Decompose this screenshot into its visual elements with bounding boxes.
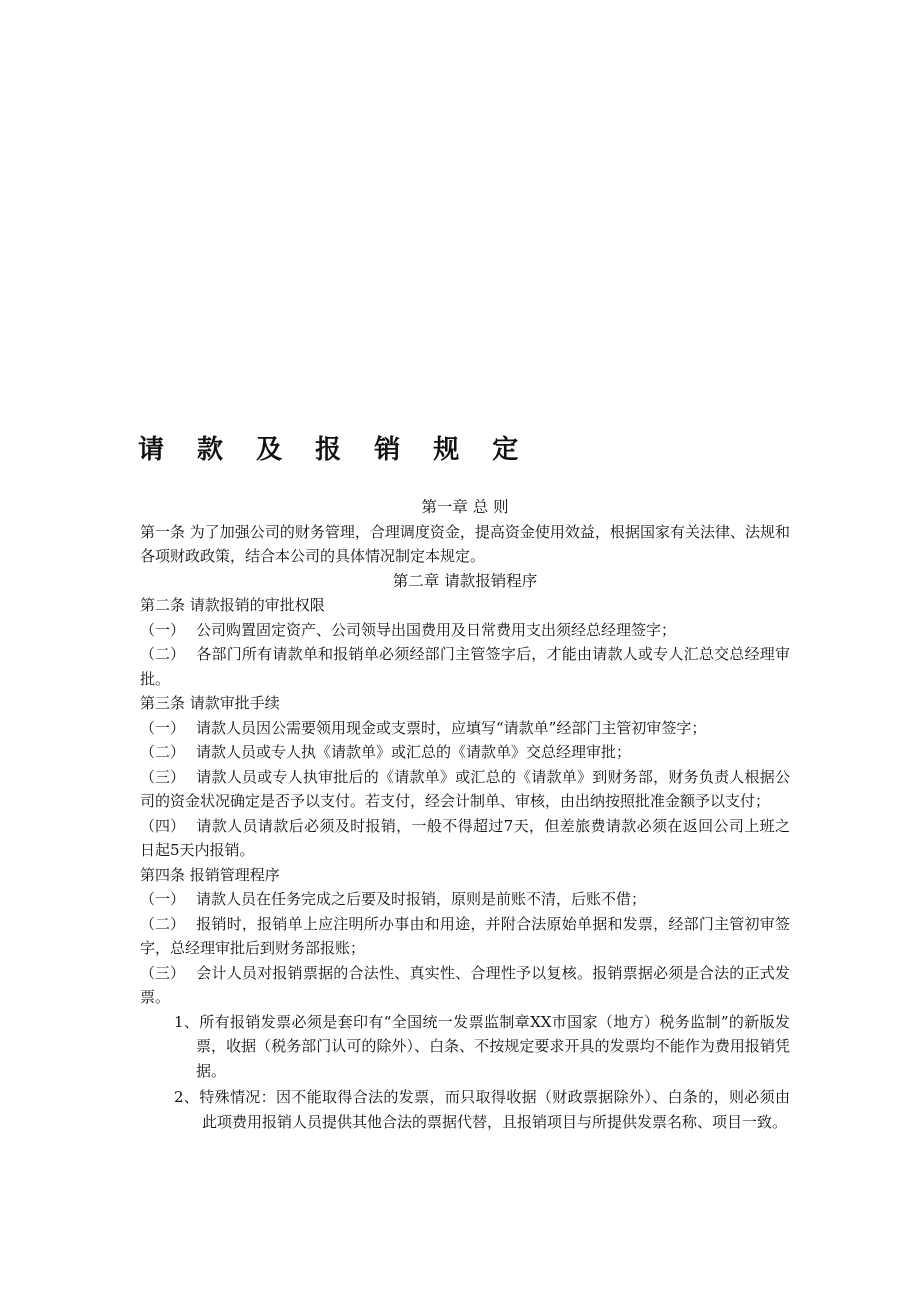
- chapter-heading: 第一章 总 则: [421, 498, 509, 516]
- item-text: 各部门所有请款单和报销单必须经部门主管签字后，才能由请款人或专人汇总交总经理审批。: [140, 645, 790, 688]
- list-item: [140, 716, 790, 741]
- item-text: 请款人员或专人执《请款单》或汇总的《请款单》交总经理审批；: [196, 743, 632, 761]
- item-text: 请款人员或专人执审批后的《请款单》或汇总的《请款单》到财务部，财务负责人根据公司的资金状况确定是否予以支付。若支付，经会计制单、审核，由出纳按照批准金额予以支付；: [140, 767, 790, 810]
- list-item: [140, 814, 790, 863]
- item-number: （二）: [140, 645, 186, 663]
- item-number: （二）: [140, 743, 186, 761]
- document-body: [140, 495, 790, 1134]
- item-text: 请款人员请款后必须及时报销，一般不得超过7天，但差旅费请款必须在返回公司上班之日起5天内报销。: [140, 816, 790, 859]
- sub-item-number: 2、: [174, 1088, 200, 1106]
- sub-item-number: 1、: [174, 1012, 200, 1031]
- item-text: 请款人员在任务完成之后要及时报销，原则是前账不清，后账不借；: [196, 890, 647, 908]
- sub-list-item: [140, 1085, 790, 1134]
- article-title: 第三条 请款审批手续: [140, 694, 280, 712]
- item-text: 公司购置固定资产、公司领导出国费用及日常费用支出须经总经理签字；: [196, 620, 677, 639]
- list-item: [140, 912, 790, 961]
- item-text: 报销时，报销单上应注明所办事由和用途，并附合法原始单据和发票，经部门主管初审签字，总经理审批后到财务部报账；: [140, 914, 790, 957]
- list-item: [140, 887, 790, 912]
- sub-list-item: [140, 1010, 790, 1084]
- item-number: （四）: [140, 816, 186, 835]
- item-number: （三）: [140, 963, 186, 982]
- list-item: [140, 618, 790, 643]
- item-number: （二）: [140, 914, 186, 933]
- list-item: [140, 642, 790, 691]
- article-title: 第四条 报销管理程序: [140, 865, 280, 884]
- chapter-heading: 第二章 请款报销程序: [392, 571, 538, 590]
- sub-item-text: 所有报销发票必须是套印有“全国统一发票监制章XX市国家（地方）税务监制”的新版发票，收据（税务部门认可的除外）、白条、不按规定要求开具的发票均不能作为费用报销凭据。: [196, 1012, 790, 1080]
- item-number: （一）: [140, 890, 186, 908]
- item-number: （三）: [140, 767, 186, 786]
- document-title: 请 款 及 报 销 规 定: [138, 435, 531, 465]
- item-text: 请款人员因公需要领用现金或支票时，应填写“请款单”经部门主管初审签字；: [196, 718, 707, 737]
- list-item: [140, 961, 790, 1010]
- sub-item-text: 特殊情况：因不能取得合法的发票，而只取得收据（财政票据除外）、白条的，则必须由此项费用报销人员提供其他合法的票据代替，且报销项目与所提供发票名称、项目一致。: [199, 1088, 790, 1131]
- item-number: （一）: [140, 620, 186, 639]
- article-paragraph: 第一条 为了加强公司的财务管理，合理调度资金，提高资金使用效益，根据国家有关法律、法规和各项财政政策，结合本公司的具体情况制定本规定。: [140, 522, 790, 565]
- item-number: （一）: [140, 718, 186, 737]
- item-text: 会计人员对报销票据的合法性、真实性、合理性予以复核。报销票据必须是合法的正式发票。: [140, 963, 790, 1006]
- list-item: [140, 765, 790, 814]
- article-title: 第二条 请款报销的审批权限: [140, 596, 325, 614]
- list-item: [140, 740, 790, 765]
